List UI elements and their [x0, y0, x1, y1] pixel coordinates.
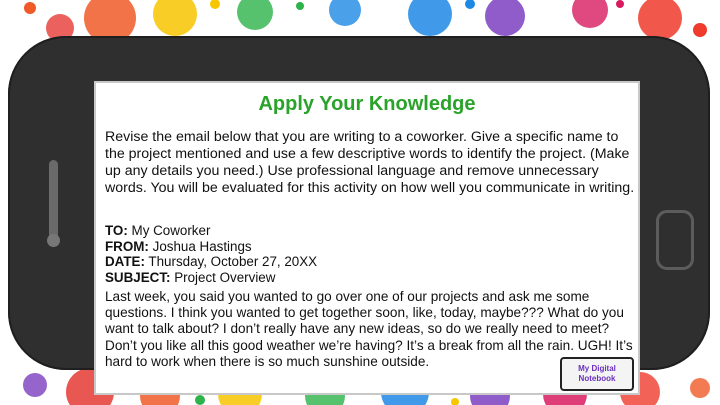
- email-to-row: [105, 223, 625, 239]
- phone-frame: [8, 36, 710, 383]
- email-to-value: My Coworker: [131, 223, 211, 238]
- email-body: Last week, you said you wanted to go over one of our projects and ask me some questions. I think you wanted to get together soon, like, today, maybe??? What do you want to talk about? I don’t really have any new ideas, so do we really need to meet? Don’t you like all this good weather we’re having? It’s a break from all the rain. UGH! It’s hard to work when there is so much sunshine outside.: [105, 289, 633, 369]
- email-subject-value: Project Overview: [174, 269, 276, 285]
- email-date-value: Thursday, October 27, 20XX: [148, 254, 318, 269]
- email-subject-label: SUBJECT:: [105, 269, 171, 285]
- email-date-row: [105, 254, 625, 270]
- phone-camera-dot: [47, 234, 60, 247]
- email-from-label: FROM:: [105, 238, 149, 254]
- phone-home-button[interactable]: [656, 210, 694, 270]
- logo-line-2: Notebook: [578, 374, 616, 383]
- logo-line-1: My Digital: [578, 364, 616, 373]
- email-subject-row: [105, 270, 625, 286]
- email-from-row: [105, 239, 625, 255]
- page-title: Apply Your Knowledge: [258, 93, 476, 115]
- my-digital-notebook-logo: [560, 357, 634, 391]
- email-header: [105, 223, 625, 285]
- email-date-label: DATE:: [105, 254, 145, 269]
- email-to-label: TO:: [105, 223, 128, 238]
- instructions-text: Revise the email below that you are writing to a coworker. Give a specific name to the project mentioned and use a few descriptive words to identify the project. (Make up any details you need.) Use professional language and remove unnecessary words. You will be evaluated for this activity on how well you communicate in writing.: [105, 129, 635, 196]
- email-from-value: Joshua Hastings: [152, 238, 252, 254]
- phone-screen: [94, 81, 640, 395]
- phone-speaker: [49, 160, 58, 242]
